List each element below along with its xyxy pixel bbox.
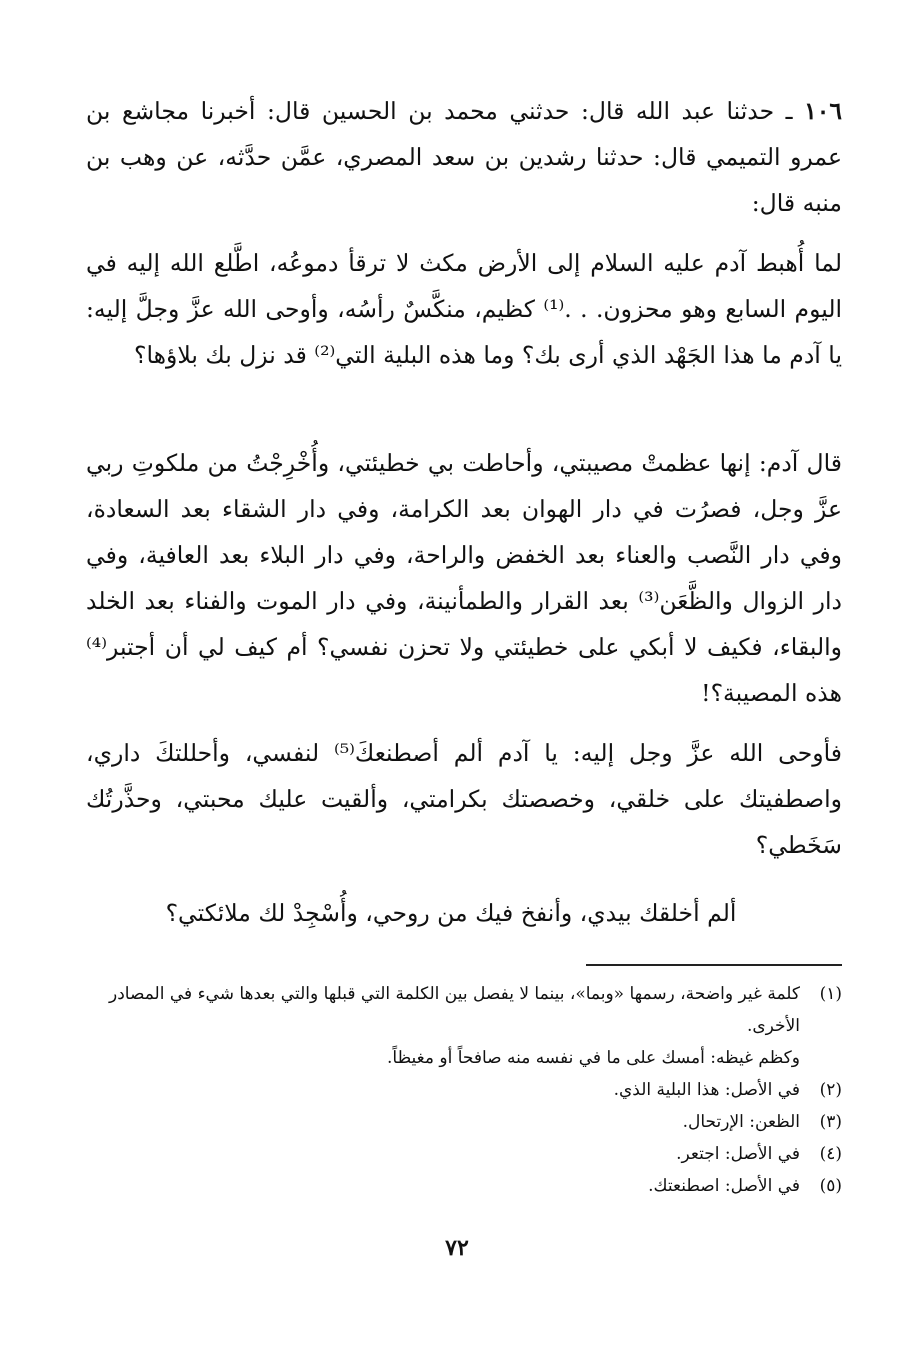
footnote-4 bbox=[86, 1138, 842, 1170]
page-number: ٧٢ bbox=[445, 1235, 469, 1261]
footnote-text: في الأصل: اصطنعتك. bbox=[648, 1176, 800, 1196]
paragraph-closing: ألم أخلقك بيدي، وأنفخ فيك من روحي، وأُسْجِدْ لك ملائكتي؟ bbox=[165, 899, 737, 927]
footnote-text: وكظم غيظه: أمسك على ما في نفسه منه صافحاً أو مغيظاً. bbox=[386, 1048, 800, 1068]
isnad-text: ـ حدثنا عبد الله قال: حدثني محمد بن الحسين قال: أخبرنا مجاشع بن عمرو التميمي قال: حدثنا رشدين بن سعد المصري، عمَّن حدَّثه، عن وهب بن منبه قال: bbox=[86, 97, 842, 217]
footnote-1 bbox=[86, 978, 842, 1042]
hadith-number: ١٠٦ bbox=[804, 97, 842, 125]
paragraph-isnad bbox=[86, 88, 842, 226]
footnote-5 bbox=[86, 1170, 842, 1202]
paragraph-revelation: فأوحى الله عزَّ وجل إليه: يا آدم ألم أصطنعكَ⁽⁵⁾ لنفسي، وأحللتكَ داري، واصطفيتك على خلقي، وخصصتك بكرامتي، وألقيت عليك محبتي، وحذَّرتُك سَخَطي؟ bbox=[86, 739, 842, 859]
footnote-text: في الأصل: اجتعر. bbox=[676, 1144, 800, 1164]
footnote-marker: (٢) bbox=[819, 1080, 842, 1100]
footnote-marker: (٥) bbox=[819, 1176, 842, 1196]
paragraph-adam-speech: قال آدم: إنها عظمتْ مصيبتي، وأحاطت بي خطيئتي، وأُخْرِجْتُ من ملكوتِ ربي عزَّ وجل، فصرُت في دار الهوان بعد الكرامة، وفي دار الشقاء بعد السعادة، وفي دار النَّصب والعناء بعد الخفض والراحة، وفي دار البلاء بعد العافية، وفي دار الزوال والظَّعَن⁽³⁾ بعد القرار والطمأنينة، وفي دار الموت والفناء بعد الخلد والبقاء، فكيف لا أبكي على خطيئتي ولا تحزن نفسي؟ أم كيف لي أن أجتبر⁽⁴⁾ هذه المصيبة؟! bbox=[86, 449, 843, 707]
footnote-2 bbox=[86, 1074, 842, 1106]
footnote-marker: (٤) bbox=[819, 1144, 842, 1164]
footnotes bbox=[86, 978, 842, 1202]
paragraph-descent: لما أُهبط آدم عليه السلام إلى الأرض مكث لا ترقأ دموعُه، اطَّلع الله إليه في اليوم السابع وهو محزون. . .⁽¹⁾ كظيم، منكَّسٌ رأسُه، وأوحى الله عزَّ وجلَّ إليه: يا آدم ما هذا الجَهْد الذي أرى بك؟ وما هذه البلية التي⁽²⁾ قد نزل بك بلاؤها؟ bbox=[86, 249, 843, 369]
footnote-text: كلمة غير واضحة، رسمها «وبما»، بينما لا يفصل بين الكلمة التي قبلها والتي بعدها شيء في المصادر الأخرى. bbox=[109, 984, 800, 1036]
footnote-text: الظعن: الإرتحال. bbox=[682, 1112, 800, 1132]
footnote-marker: (١) bbox=[819, 984, 842, 1004]
footnote-text: في الأصل: هذا البلية الذي. bbox=[613, 1080, 800, 1100]
footnote-divider bbox=[586, 964, 842, 966]
footnote-marker: (٣) bbox=[819, 1112, 842, 1132]
footnote-3 bbox=[86, 1106, 842, 1138]
footnote-1-continuation bbox=[86, 1042, 842, 1074]
